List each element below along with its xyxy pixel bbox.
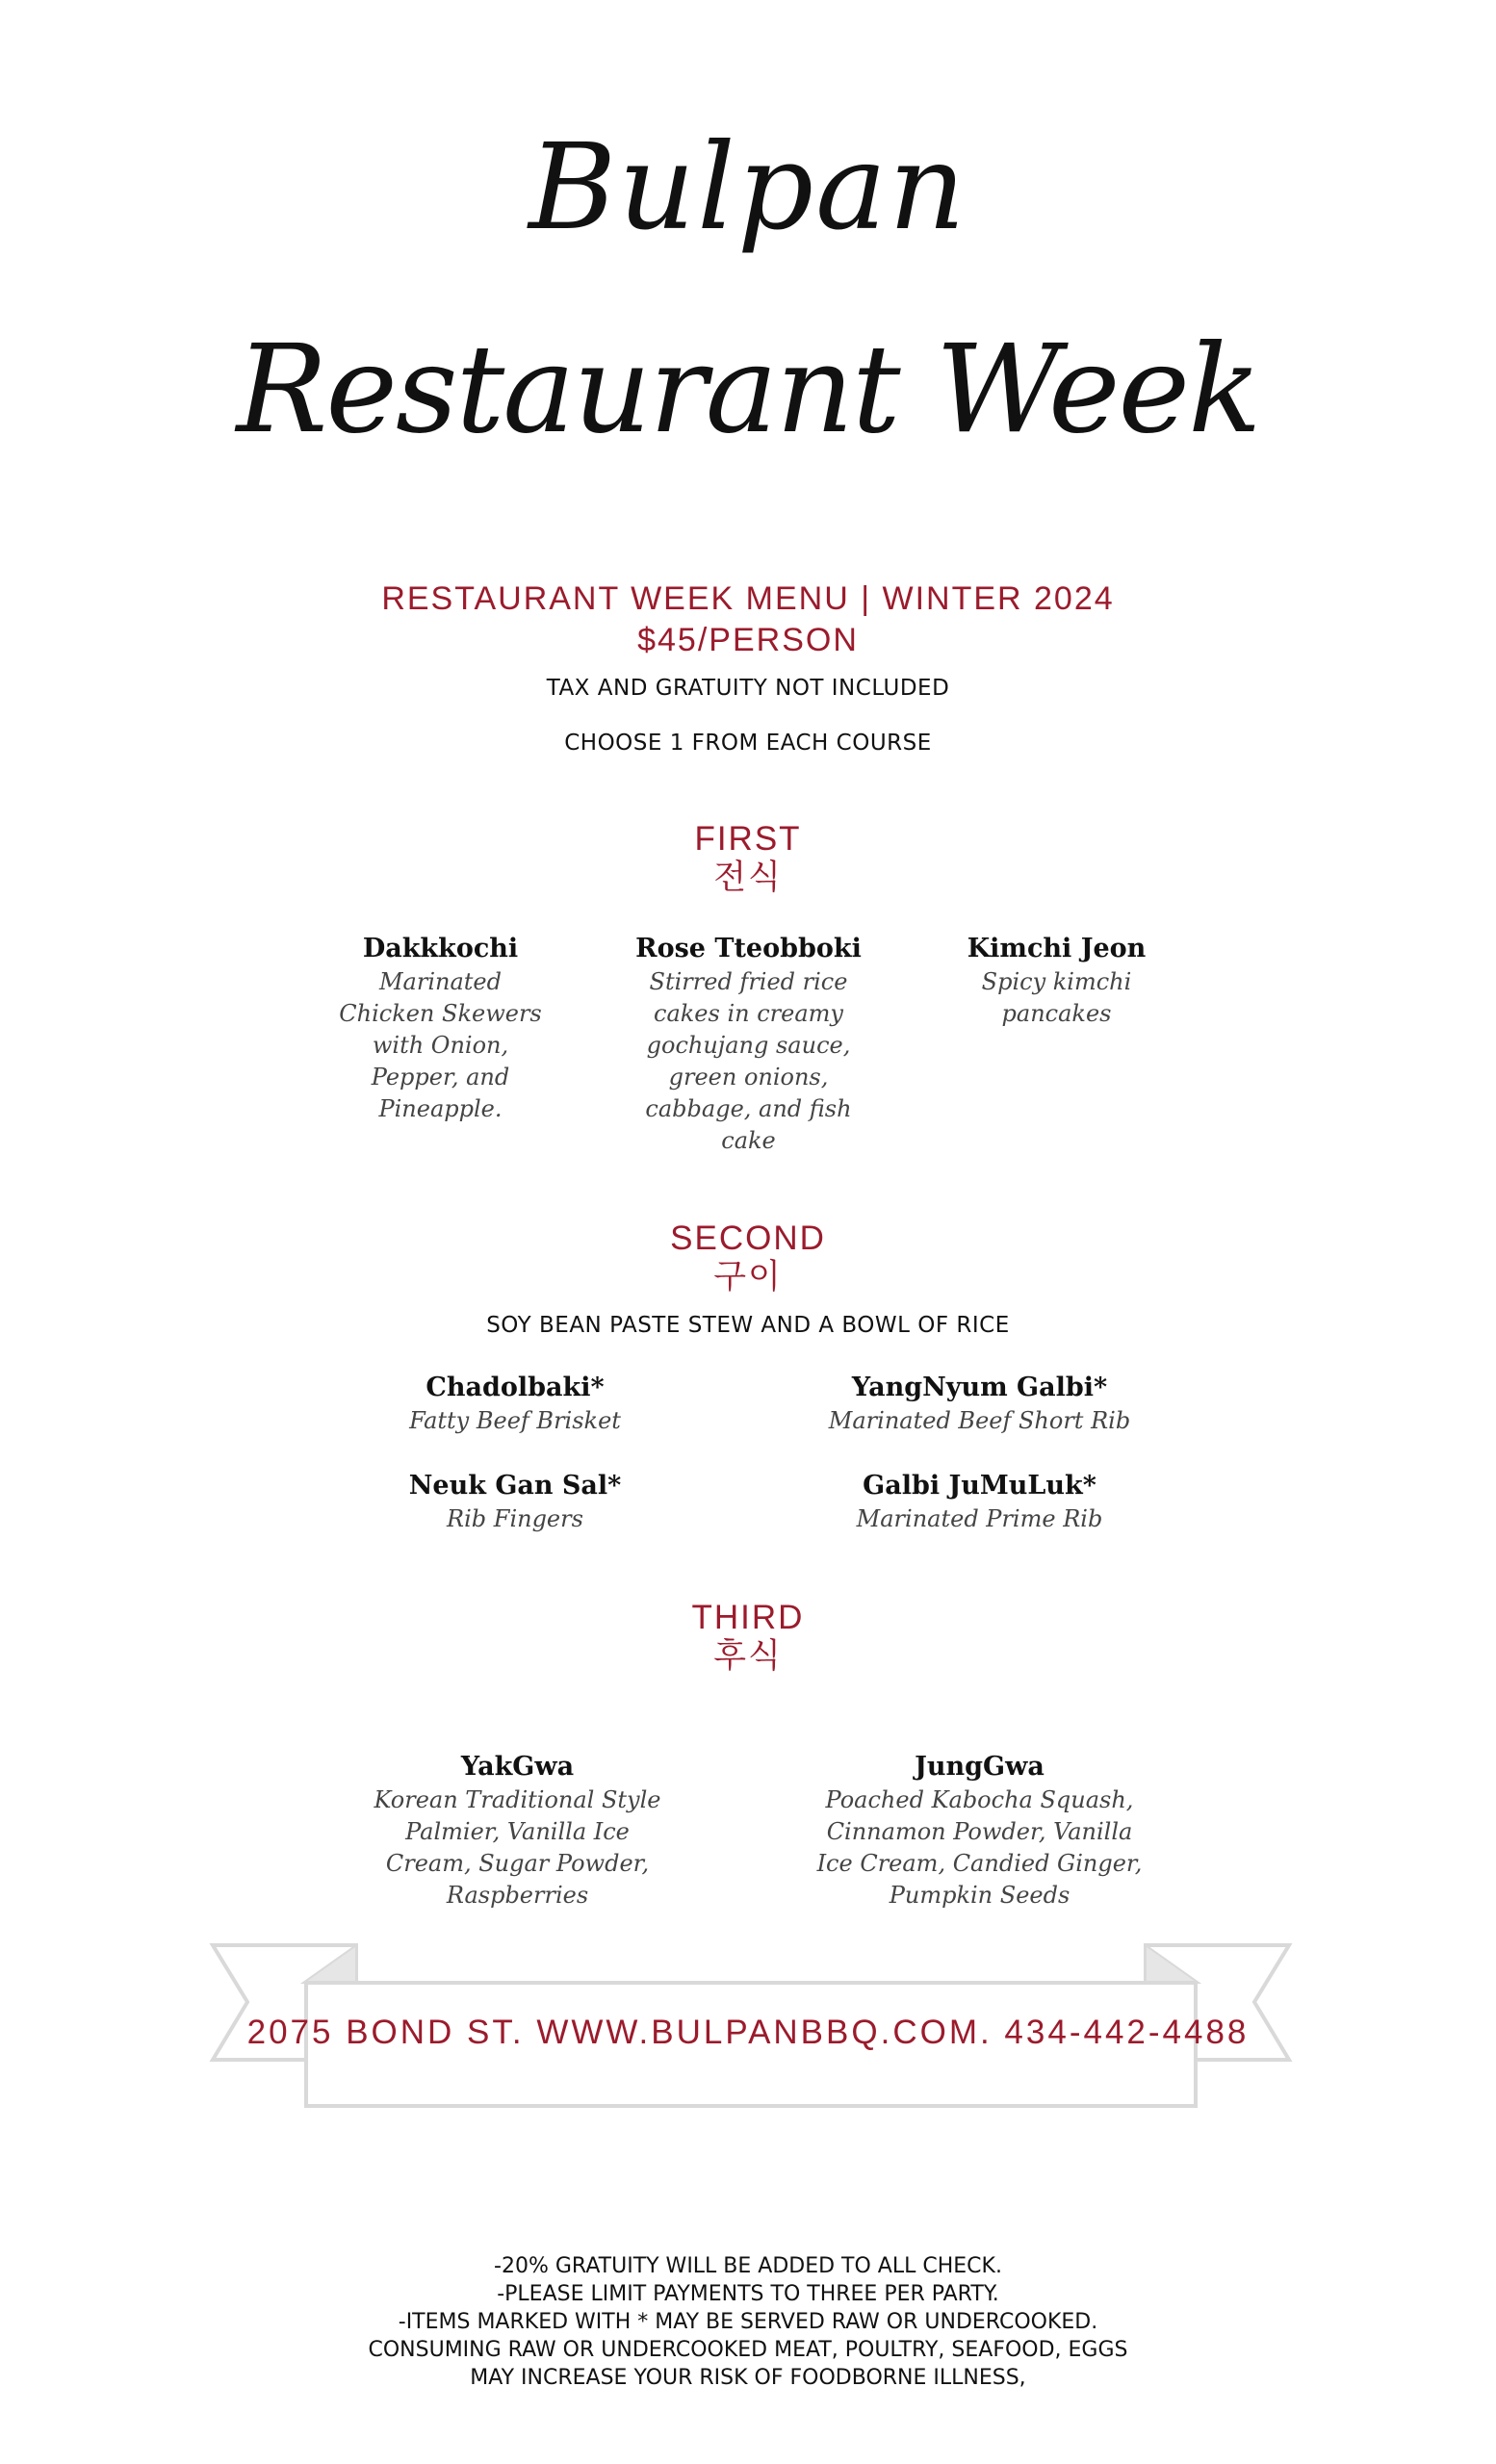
item-name: YangNyum Galbi* [851, 1373, 1108, 1402]
item-name: Chadolbaki* [426, 1373, 605, 1402]
item-name: Galbi JuMuLuk* [863, 1471, 1096, 1501]
menu-item [635, 932, 862, 1157]
menu-item [361, 1750, 674, 1912]
item-name: JungGwa [915, 1752, 1045, 1782]
item-description: Marinated Chicken Skewers with Onion, Pepper, and Pineapple. [339, 968, 542, 1122]
menu-price: $45/PERSON [637, 622, 859, 658]
disclaimer-line: -20% GRATUITY WILL BE ADDED TO ALL CHECK. [494, 2254, 1002, 2278]
menu-item [818, 1371, 1141, 1437]
menu-item [366, 1371, 664, 1437]
disclaimer-line: -ITEMS MARKED WITH * MAY BE SERVED RAW OR UNDERCOOKED. [398, 2310, 1098, 2334]
menu-item [953, 932, 1160, 1030]
course-third-title-korean: 후식 [713, 1637, 783, 1676]
menu-item [366, 1469, 664, 1535]
item-name: YakGwa [460, 1752, 575, 1782]
item-description: Rib Fingers [447, 1505, 583, 1532]
item-description: Fatty Beef Brisket [409, 1407, 621, 1434]
menu-item [332, 932, 549, 1125]
event-title: Restaurant Week [236, 319, 1260, 460]
disclaimer-line: MAY INCREASE YOUR RISK OF FOODBORNE ILLNESS, [470, 2366, 1026, 2390]
course-first-title: FIRST [694, 820, 802, 858]
course-second-title-korean: 구이 [713, 1258, 783, 1296]
menu-title: RESTAURANT WEEK MENU | WINTER 2024 [381, 580, 1115, 617]
item-name: Dakkkochi [362, 934, 519, 963]
item-description: Spicy kimchi pancakes [981, 968, 1132, 1027]
course-instructions: CHOOSE 1 FROM EACH COURSE [564, 731, 932, 756]
item-description: Poached Kabocha Squash, Cinnamon Powder, Vanilla Ice Cream, Candied Ginger, Pumpkin Seeds [816, 1786, 1143, 1909]
item-description: Marinated Prime Rib [856, 1505, 1103, 1532]
item-name: Rose Tteobboki [635, 934, 862, 963]
course-second-note: SOY BEAN PASTE STEW AND A BOWL OF RICE [486, 1313, 1010, 1338]
tax-note: TAX AND GRATUITY NOT INCLUDED [546, 676, 950, 701]
contact-info: 2075 BOND ST. WWW.BULPANBBQ.COM. 434-442-4488 [246, 2014, 1250, 2051]
item-description: Stirred fried rice cakes in creamy gochujang sauce, green onions, cabbage, and fish cake [645, 968, 852, 1154]
course-first-title-korean: 전식 [713, 859, 783, 897]
course-third-title: THIRD [691, 1599, 805, 1636]
disclaimer-block [0, 2252, 1496, 2392]
item-description: Korean Traditional Style Palmier, Vanilla Ice Cream, Sugar Powder, Raspberries [374, 1786, 661, 1909]
disclaimer-line: CONSUMING RAW OR UNDERCOOKED MEAT, POULTRY, SEAFOOD, EGGS [368, 2338, 1128, 2362]
course-second-title: SECOND [670, 1219, 826, 1257]
restaurant-name: Bulpan [529, 118, 967, 257]
item-name: Neuk Gan Sal* [408, 1471, 622, 1501]
disclaimer-line: -PLEASE LIMIT PAYMENTS TO THREE PER PARTY. [497, 2282, 999, 2306]
item-name: Kimchi Jeon [967, 934, 1147, 963]
menu-item [809, 1750, 1150, 1912]
item-description: Marinated Beef Short Rib [828, 1407, 1131, 1434]
menu-item [818, 1469, 1141, 1535]
